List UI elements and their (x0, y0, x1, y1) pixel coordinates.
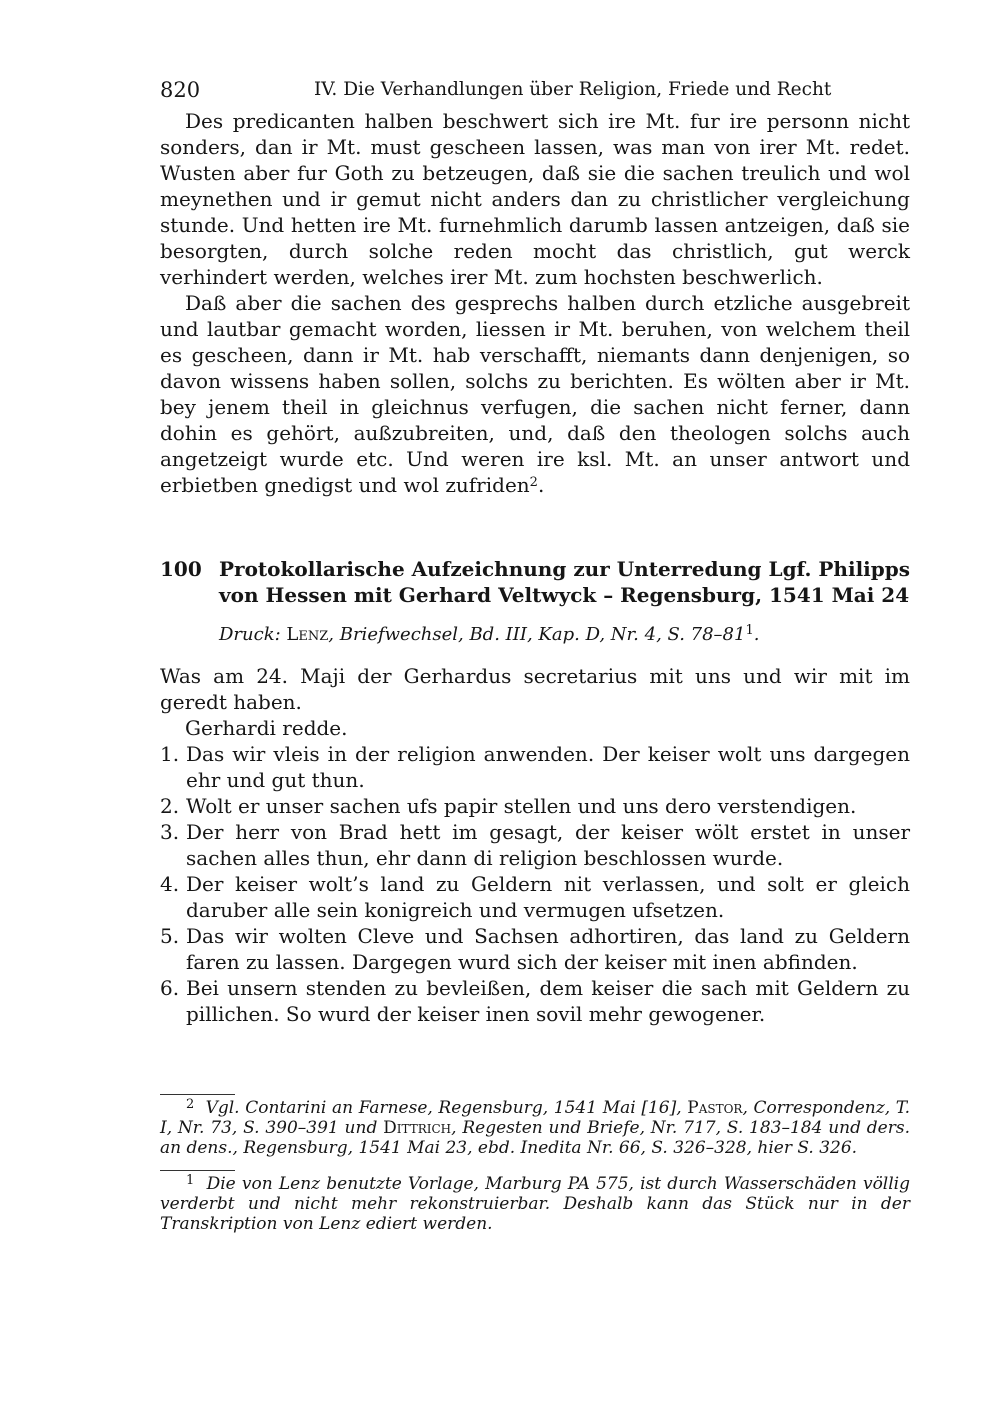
source-reference: , Briefwechsel, Bd. III, Kap. D, Nr. 4, S. 78–81 (328, 624, 746, 645)
footnotes (160, 1094, 910, 1234)
running-header (160, 78, 910, 108)
footnote-rule (160, 1170, 235, 1171)
page (160, 78, 910, 1027)
list-item: 4. Der keiser wolt’s land zu Geldern nit verlassen, und solt er gleich daruber alle sein konigreich und vermugen ufsetzen. (160, 872, 910, 922)
footnote-2: $^2$ Vgl. Contarini an Farnese, Regensburg, 1541 Mai [16], Pastor, Correspondenz, T. I, Nr. 73, S. 390–391 und Dittrich, Regesten und Briefe, Nr. 717, S. 183–184 und ders. an dens., Regensburg, 1541 Mai 23, ebd. Inedita Nr. 66, S. 326–328, hier S. 326. (160, 1097, 911, 1158)
paragraph-text: Daß aber die sachen des gesprechs halben durch etzliche ausgebreit und lautbar gemacht worden, liessen ir Mt. beruhen, von welchem theil es gescheen, dann ir Mt. hab verschafft, niemants dann denjenigen, so davon wissens haben sollen, solchs zu berichten. Es wölten aber ir Mt. bey jenem theil in gleichnus verfugen, die sachen nicht ferner, dann dohin es gehört, außzubreiten, und, daß den theologen solchs auch angetzeigt wurde etc. Und weren ire ksl. Mt. an unser antwort und erbietben gnedigst und wol zufriden (160, 291, 910, 497)
footnote-ref[interactable]: 2 (529, 475, 538, 490)
speaker-line: Gerhardi redde. (185, 716, 348, 740)
footnote-rule (160, 1094, 235, 1095)
source-author: Lenz (286, 624, 329, 645)
list-item: 1. Das wir vleis in der religion anwenden. Der keiser wolt uns dargegen ehr und gut thun. (160, 742, 910, 792)
footnote-1: $^1$ Die von Lenz benutzte Vorlage, Marburg PA 575, ist durch Wasserschäden völlig verderbt und nicht mehr rekonstruierbar. Deshalb kann das Stück nur in der Transkription von Lenz ediert werden. (160, 1173, 910, 1234)
list-item: 3. Der herr von Brad hett im gesagt, der keiser wölt erstet in unser sachen alles thun, ehr dann di religion beschlossen wurde. (160, 820, 910, 870)
report (160, 663, 910, 1027)
list-item: 6. Bei unsern stenden zu bevleißen, dem keiser die sach mit Geldern zu pillichen. So wurd der keiser inen sovil mehr gewogener. (160, 976, 910, 1026)
paragraph: Des predicanten halben beschwert sich ire Mt. fur ire personn nicht sonders, dan ir Mt. must gescheen lassen, was man von irer Mt. redet. Wusten aber fur Goth zu betzeugen, daß sie die sachen treulich und wol meynethen und ir gemut nicht anders dan zu christlicher vergleichung stunde. Und hetten ire Mt. furnehmlich darumb lassen antzeigen, daß sie besorgten, durch solche reden mocht das christlich, gut werck verhindert werden, welches irer Mt. zum hochsten beschwerlich. (160, 109, 910, 289)
report-intro: Was am 24. Maji der Gerhardus secretarius mit uns und wir mit im geredt haben. (160, 664, 910, 714)
list-item: 5. Das wir wolten Cleve und Sachsen adhortiren, das land zu Geldern faren zu lassen. Dargegen wurd sich der keiser mit inen abfinden. (160, 924, 910, 974)
footnote-ref[interactable]: 1 (745, 623, 754, 638)
list-item: 2. Wolt er unser sachen ufs papir stellen und uns dero verstendigen. (160, 794, 857, 818)
main-text (160, 108, 910, 1027)
running-title: IV. Die Verhandlungen über Religion, Friede und Recht (314, 79, 832, 100)
print-source: Druck: Lenz, Briefwechsel, Bd. III, Kap. D, Nr. 4, S. $78-81^1$. (219, 623, 760, 645)
section-heading (160, 556, 910, 608)
section-number: 100 (160, 557, 202, 581)
page-number: 820 (160, 78, 201, 102)
section-title: Protokollarische Aufzeichnung zur Unterredung Lgf. Philipps von Hessen mit Gerhard Veltwyck – Regensburg, 1541 Mai 24 (219, 557, 910, 607)
numbered-list (160, 741, 910, 1027)
paragraph: Daß aber die sachen des gesprechs halben durch etzliche ausgebreit und lautbar gemacht worden, liessen ir Mt. beruhen, von welchem theil es gescheen, dann ir Mt. hab verschafft, niemants dann denjenigen, so davon wissens haben sollen, solchs zu berichten. Es wölten aber ir Mt. bey jenem theil in gleichnus verfugen, die sachen nicht ferner, dann dohin es gehört, außzubreiten, und, daß den theologen solchs auch angetzeigt wurde etc. Und weren ire ksl. Mt. an unser antwort und erbietben gnedigst und wol zufriden$^2$. (160, 291, 910, 497)
